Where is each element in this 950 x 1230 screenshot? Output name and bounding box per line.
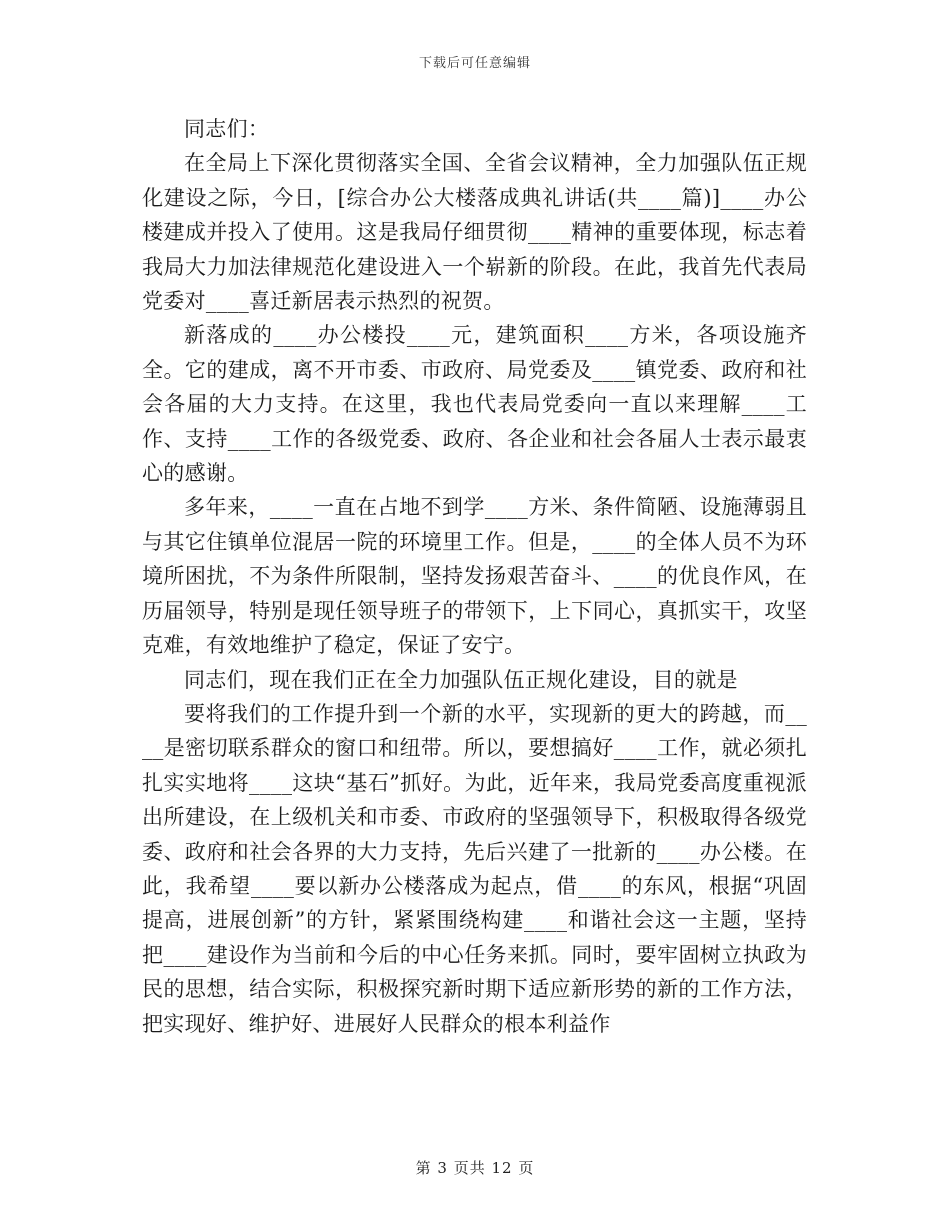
paragraph-building-details: 新落成的____办公楼投____元，建筑面积____方米，各项设施齐全。它的建成，离不开市委、市政府、局党委及____镇党委、政府和社会各届的大力支持。在这里，我也代表局党委向一直以来理解____工作、支持____工作的各级党委、政府、各企业和社会各届人士表示最衷心的感谢。 bbox=[142, 323, 807, 486]
paragraph-salutation: 同志们： bbox=[184, 117, 270, 141]
paragraph-expectations: 要将我们的工作提升到一个新的水平，实现新的更大的跨越，而____是密切联系群众的窗口和纽带。所以，要想搞好____工作，就必须扎扎实实地将____这块“基石”抓好。为此，近年来，我局党委高度重视派出所建设，在上级机关和市委、市政府的坚强领导下，积极取得各级党委、政府和社会各界的大力支持，先后兴建了一批新的____办公楼。在此，我希望____要以新办公楼落成为起点，借____的东风，根据“巩固提高，进展创新”的方针，紧紧围绕构建____和谐社会这一主题，坚持把____建设作为当前和今后的中心任务来抓。同时，要牢固树立执政为民的思想，结合实际，积极探究新时期下适应新形势的新的工作方法，把实现好、维护好、进展好人民群众的根本利益作 bbox=[142, 701, 807, 1036]
page-number: 第 3 页共 12 页 bbox=[415, 1159, 535, 1177]
paragraph-purpose: 同志们，现在我们正在全力加强队伍正规化建设，目的就是 bbox=[184, 667, 738, 692]
paragraph-opening: 在全局上下深化贯彻落实全国、全省会议精神，全力加强队伍正规化建设之际，今日，[综合办公大楼落成典礼讲话(共____篇)]____办公楼建成并投入了使用。这是我局仔细贯彻____精神的重要体现，标志着我局大力加法律规范化建设进入一个崭新的阶段。在此，我首先代表局党委对____喜迁新居表示热烈的祝贺。 bbox=[142, 151, 807, 314]
page-header-note: 下载后可任意编辑 bbox=[418, 56, 531, 71]
document-body bbox=[142, 112, 807, 1041]
paragraph-history: 多年来，____一直在占地不到学____方米、条件简陋、设施薄弱且与其它住镇单位混居一院的环境里工作。但是，____的全体人员不为环境所困扰，不为条件所限制，坚持发扬艰苦奋斗、____的优良作风，在历届领导，特别是现任领导班子的带领下，上下同心，真抓实干，攻坚克难，有效地维护了稳定，保证了安宁。 bbox=[142, 495, 807, 658]
